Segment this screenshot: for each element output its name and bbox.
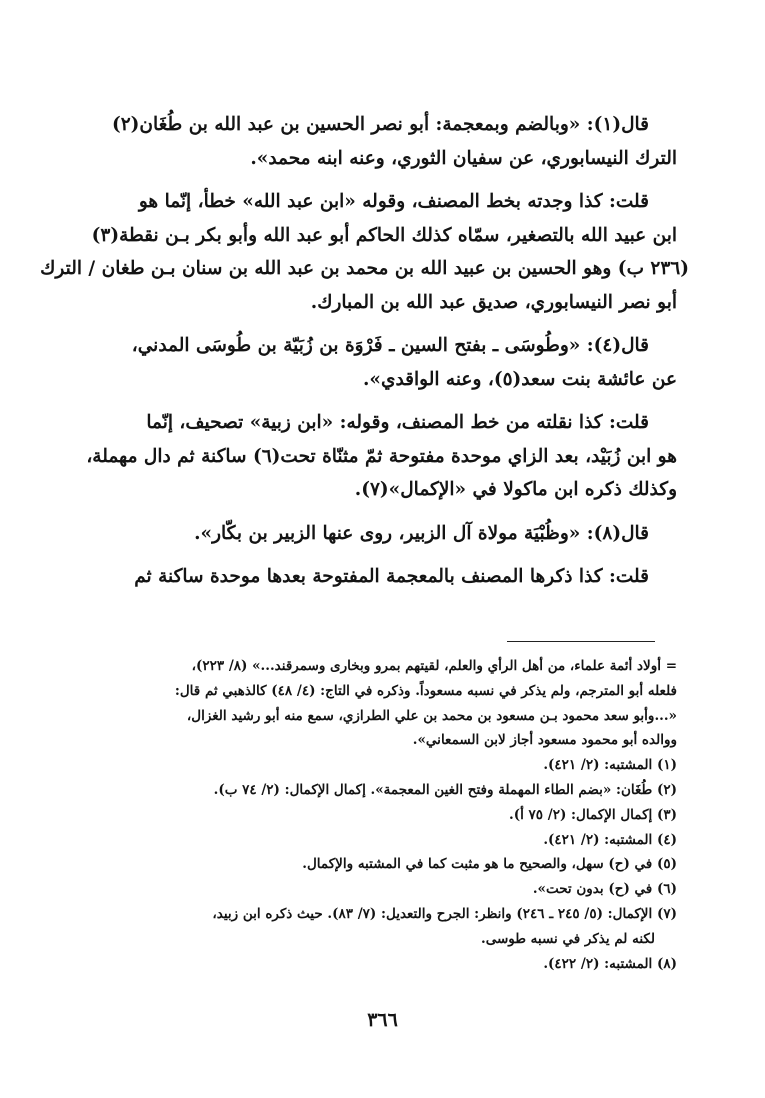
footnote-line: لكنه لم يذكر في نسبه طوسى.	[481, 930, 655, 947]
footnote-line: فلعله أبو المترجم، ولم يذكر في نسبه مسعوداً. وذكره في التاج: (٤/ ٤٨) كالذهبي ثم قال:	[174, 682, 677, 699]
main-text	[40, 108, 689, 604]
footnote-line: (٤) المشتبه: (٢/ ٤٢١).	[543, 831, 677, 848]
paragraph	[112, 108, 677, 175]
footnote-line: = أولاد أئمة علماء، من أهل الرأي والعلم، لقيتهم بمرو وبخارى وسمرقند...» (٨/ ٢٢٣)،	[191, 658, 677, 674]
text-line: أبو نصر النيسابوري، صديق عبد الله بن المبارك.	[310, 291, 677, 313]
paragraph	[40, 185, 689, 319]
footnote-line: (٢) طُغَان: «بضم الطاء المهملة وفتح الغين المعجمة». إكمال الإكمال: (٢/ ٧٤ ب).	[213, 781, 677, 798]
footnote-line: (٧) الإكمال: (٥/ ٢٤٥ ـ ٢٤٦) وانظر: الجرح والتعديل: (٧/ ٨٣). حيث ذكره ابن زبيد،	[212, 905, 677, 922]
text-line: ابن عبيد الله بالتصغير، سمّاه كذلك الحاكم أبو عبد الله وأبو بكر بـن نقطة(٣)	[91, 224, 677, 246]
footnotes	[94, 654, 677, 976]
text-line: قال(٨): «وظُبْيَة مولاة آل الزبير، روى عنها الزبير بن بكّار».	[194, 522, 649, 544]
footnote-separator	[507, 641, 655, 642]
footnote-line: (٣) إكمال الإكمال: (٢/ ٧٥ أ).	[509, 806, 677, 823]
page-number: ٣٦٦	[367, 1009, 398, 1031]
text-line: قلت: كذا وجدته بخط المصنف، وقوله «ابن عبد الله» خطأ، إنّما هو	[138, 191, 649, 212]
text-line: (٢٣٦ ب) وهو الحسين بن عبيد الله بن محمد بن عبد الله بن سنان بـن طغان / الترك	[40, 258, 689, 279]
paragraph	[112, 560, 677, 594]
footnote-line: (٦) في (ح) بدون تحت».	[532, 881, 677, 898]
text-line: وكذلك ذكره ابن ماكولا في «الإكمال»(٧).	[354, 479, 677, 500]
footnote-line: (١) المشتبه: (٢/ ٤٢١).	[543, 757, 677, 774]
text-line: قلت: كذا نقلته من خط المصنف، وقوله: «ابن زبية» تصحيف، إنّما	[146, 412, 649, 433]
footnote-line: (٨) المشتبه: (٢/ ٤٢٢).	[543, 955, 677, 972]
text-line: الترك النيسابوري، عن سفيان الثوري، وعنه ابنه محمد».	[250, 147, 677, 169]
footnote-line: «...وأبو سعد محمود بـن مسعود بن محمد بن علي الطرازي، سمع منه أبو رشيد الغزال،	[186, 707, 677, 724]
footnote-line: (٥) في (ح) سهل، والصحيح ما هو مثبت كما في المشتبه والإكمال.	[302, 856, 677, 873]
paragraph	[112, 517, 677, 551]
paragraph	[86, 406, 677, 507]
paragraph	[112, 329, 677, 396]
text-line: قال(٤): «وطُوسَى ـ بفتح السين ـ فَرْوَة بن زُبَيّة بن طُوسَى المدني،	[131, 335, 649, 356]
text-line: قال(١): «وبالضم وبمعجمة: أبو نصر الحسين بن عبد الله بن طُغَان(٢)	[111, 114, 649, 135]
footnote-line: ووالده أبو محمود مسعود أجاز لابن السمعاني».	[412, 732, 677, 749]
text-line: قلت: كذا ذكرها المصنف بالمعجمة المفتوحة بعدها موحدة ساكنة ثم	[134, 566, 649, 587]
text-line: عن عائشة بنت سعد(٥)، وعنه الواقدي».	[362, 368, 677, 390]
text-line: هو ابن زُبَيْد، بعد الزاي موحدة مفتوحة ثمّ مثنّاة تحت(٦) ساكنة ثم دال مهملة،	[86, 445, 677, 467]
